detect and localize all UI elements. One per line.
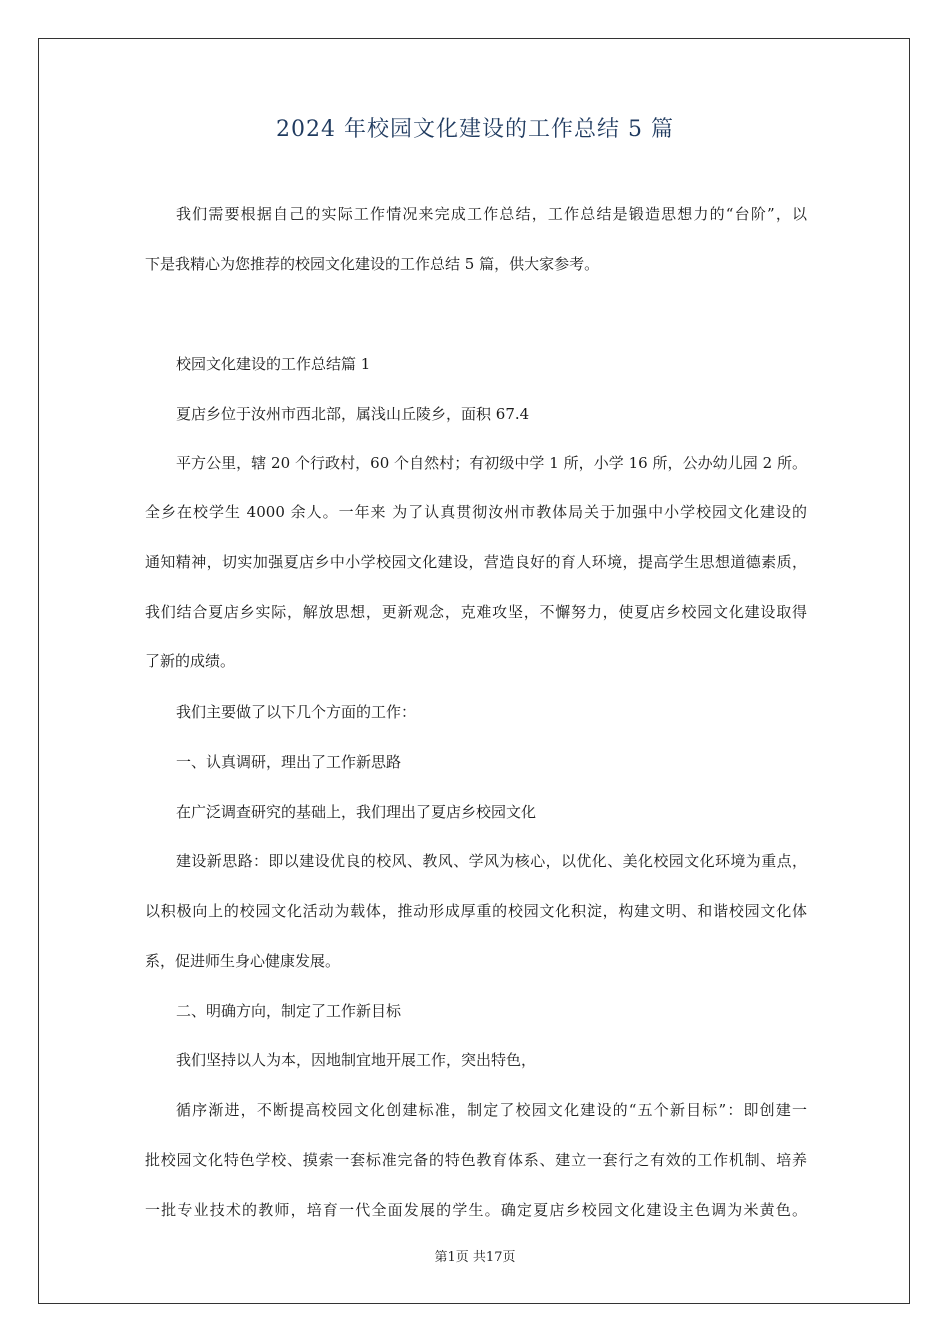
page-footer: 第1页 共17页 xyxy=(434,1250,516,1265)
paragraph-line: 夏店乡位于汝州市西北部，属浅山丘陵乡，面积 67.4 xyxy=(176,405,530,423)
paragraph-line: 我们坚持以人为本，因地制宜地开展工作，突出特色， xyxy=(176,1051,537,1069)
paragraph-line: 在广泛调查研究的基础上，我们理出了夏店乡校园文化 xyxy=(176,803,537,821)
paragraph-line: 我们需要根据自己的实际工作情况来完成工作总结，工作总结是锻造思想力的“台阶”，以 xyxy=(176,205,807,223)
paragraph-line: 下是我精心为您推荐的校园文化建设的工作总结 5 篇，供大家参考。 xyxy=(145,255,600,273)
paragraph-line: 我们结合夏店乡实际，解放思想，更新观念，克难攻坚，不懈努力，使夏店乡校园文化建设取得 xyxy=(145,603,807,621)
section-heading: 一、认真调研，理出了工作新思路 xyxy=(176,753,402,771)
section-heading: 二、明确方向，制定了工作新目标 xyxy=(176,1002,402,1020)
paragraph-line: 了新的成绩。 xyxy=(145,652,236,670)
paragraph-line: 系，促进师生身心健康发展。 xyxy=(145,952,341,970)
paragraph-line: 批校园文化特色学校、摸索一套标准完备的特色教育体系、建立一套行之有效的工作机制、培养 xyxy=(145,1151,807,1169)
paragraph-line: 一批专业技术的教师，培育一代全面发展的学生。确定夏店乡校园文化建设主色调为米黄色。 xyxy=(145,1201,807,1219)
paragraph-line: 建设新思路：即以建设优良的校风、教风、学风为核心，以优化、美化校园文化环境为重点， xyxy=(176,852,807,870)
paragraph-line: 我们主要做了以下几个方面的工作： xyxy=(176,703,417,721)
paragraph-line: 全乡在校学生 4000 余人。一年来 为了认真贯彻汝州市教体局关于加强中小学校园文化建设的 xyxy=(145,503,807,521)
paragraph-line: 平方公里，辖 20 个行政村，60 个自然村；有初级中学 1 所，小学 16 所，公办幼儿园 2 所。 xyxy=(176,454,807,472)
section-heading: 校园文化建设的工作总结篇 1 xyxy=(176,355,371,373)
paragraph-line: 循序渐进，不断提高校园文化创建标准，制定了校园文化建设的“五个新目标”：即创建一 xyxy=(176,1101,807,1119)
paragraph-line: 通知精神，切实加强夏店乡中小学校园文化建设，营造良好的育人环境，提高学生思想道德素质， xyxy=(145,553,807,571)
document-title: 2024 年校园文化建设的工作总结 5 篇 xyxy=(276,117,674,142)
paragraph-line: 以积极向上的校园文化活动为载体，推动形成厚重的校园文化积淀，构建文明、和谐校园文化体 xyxy=(145,902,807,920)
